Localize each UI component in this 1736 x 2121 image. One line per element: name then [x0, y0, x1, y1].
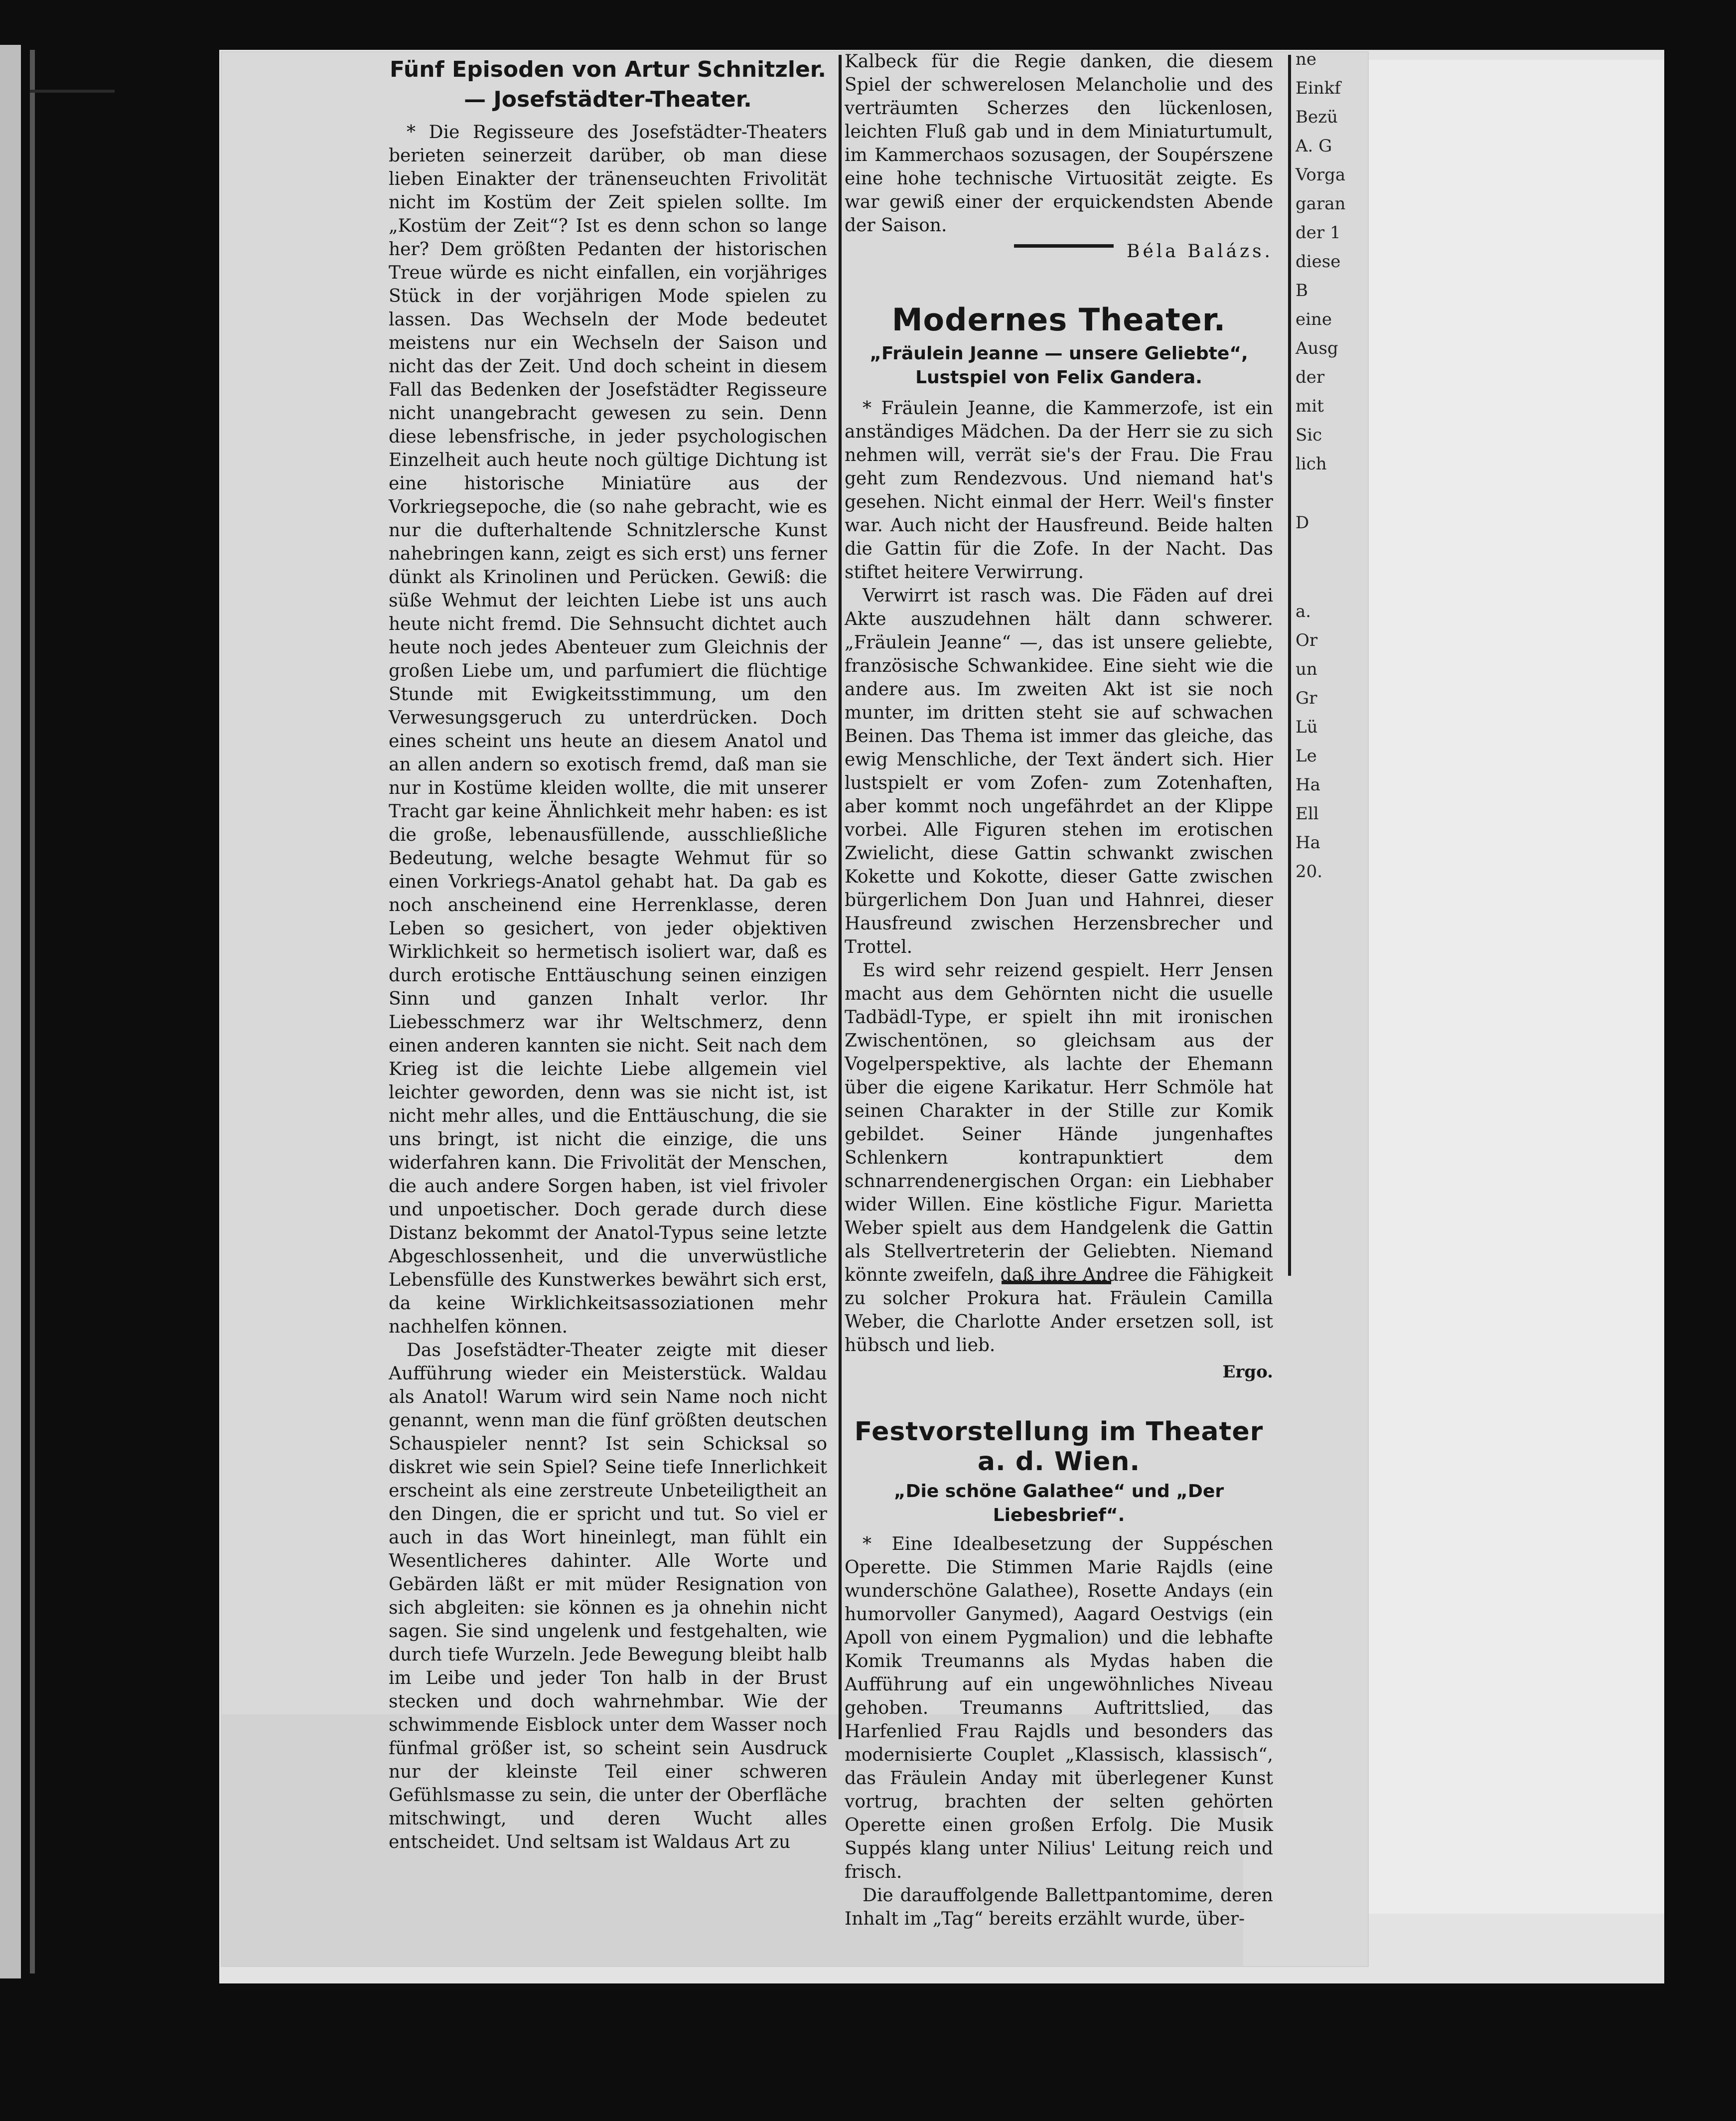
column-fragment-line: Gr: [1296, 688, 1317, 708]
column-fragment-line: der: [1296, 367, 1325, 387]
scan-left-border: [30, 50, 35, 1973]
column-fragment-line: der 1: [1296, 223, 1341, 243]
column-rule-2: [1288, 55, 1291, 1276]
column-fragment-line: B: [1296, 281, 1308, 301]
column-fragment-line: a.: [1296, 602, 1311, 621]
column-fragment-line: A. G: [1296, 136, 1332, 156]
column-1: [389, 55, 827, 1854]
column-fragment-line: un: [1296, 659, 1317, 679]
author-signature-ergo: Ergo.: [1222, 1362, 1273, 1382]
article-continuation: Kalbeck für die Regie danken, die diesem Spiel der schwerelosen Melancholie und des verträumten Scherzes den lückenlosen, leichten Fluß gab und in dem Miniaturtumult, im Kammerchaos sozusagen, der Soupérszene eine hohe technische Virtuosität zeigte. Es war gewiß einer der erquickendsten Abende der Saison.: [845, 51, 1273, 236]
column-fragment-line: garan: [1296, 194, 1346, 214]
column-fragment-line: Ha: [1296, 775, 1320, 795]
column-2: [845, 50, 1273, 1931]
column-fragment-line: eine: [1296, 309, 1332, 329]
column-fragment-line: diese: [1296, 252, 1341, 272]
article-paragraph: * Eine Idealbesetzung der Suppéschen Operette. Die Stimmen Marie Rajdls (eine wunderschöne Galathee), Rosette Andays (ein humorvoller Ganymed), Aagard Oestvigs (ein Apoll von einem Pygmalion) und die lebhafte Komik Treumanns als Mydas haben die Aufführung auf ein ungewöhnliches Niveau gehoben. Treumanns Auftrittslied, das Harfenlied Frau Rajdls und besonders das modernisierte Couplet „Klassisch, klassisch“, das Fräulein Anday mit überlegener Kunst vortrug, brachten der selten gehörten Operette einen großen Erfolg. Die Musik Suppés klang unter Nilius' Leitung reich und frisch.: [845, 1534, 1273, 1882]
adjacent-column-fragments: [1296, 45, 1346, 1256]
column-fragment-line: 20.: [1296, 862, 1323, 882]
article-paragraph: Das Josefstädter-Theater zeigte mit dieser Aufführung wieder ein Meisterstück. Waldau als Anatol! Warum wird sein Name noch nicht genannt, wenn man die fünf größten deutschen Schauspieler nennt? Ist sein Schicksal so diskret wie sein Spiel? Seine tiefe Innerlichkeit erscheint als eine zerstreute Unbeteiligtheit an den Dingen, die er spricht und tut. So viel er auch in das Wort hineinlegt, man fühlt ein Wesentlicheres dahinter. Alle Worte und Gebärden läßt er mit müder Resignation von sich abgleiten: sie können es ja ohnehin nicht sagen. Sie sind ungelenk und festgehalten, wie durch tiefe Wurzeln. Jede Bewegung bleibt halb im Leibe und jeder Ton halb in der Brust stecken und doch wahrnehmbar. Wie der schwimmende Eisblock unter dem Wasser noch fünfmal größer ist, so scheint sein Ausdruck nur der kleinste Teil einer schweren Gefühlsmasse zu sein, die unter der Oberfläche mitschwingt, und deren Wucht alles entscheidet. Und seltsam ist Waldaus Art zu: [389, 1340, 827, 1852]
article-paragraph: Die darauffolgende Ballettpantomime, deren Inhalt im „Tag“ bereits erzählt wurde, über-: [845, 1885, 1273, 1929]
column-fragment-line: ne: [1296, 49, 1317, 69]
author-signature-balazs: Béla Balázs.: [1127, 241, 1273, 262]
column-fragment-line: Ausg: [1296, 338, 1338, 358]
article-paragraph: * Die Regisseure des Josefstädter-Theaters berieten seinerzeit darüber, ob man diese lieben Einakter der tränenseuchten Frivolität nicht im Kostüm der Zeit spielen sollte. Im „Kostüm der Zeit“? Ist es denn schon so lange her? Dem größten Pedanten der historischen Treue würde es nicht einfallen, ein vorjähriges Stück in der vorjährigen Mode spielen zu lassen. Das Wechseln der Mode bedeutet meistens nur ein Wechseln der Saison und nicht das der Zeit. Und doch scheint in diesem Fall das Bedenken der Josefstädter Regisseure nicht unangebracht gewesen zu sein. Denn diese lebensfrische, in jeder psychologischen Einzelheit auch heute noch gültige Dichtung ist eine historische Miniatüre aus der Vorkriegsepoche, die (so nahe gebracht, wie es nur die dufterhaltende Schnitzlersche Kunst nahebringen kann, zeigt es sich erst) uns ferner dünkt als Krinolinen und Perücken. Gewiß: die süße Wehmut der leichten Liebe ist uns auch heute nicht fremd. Die Sehnsucht dichtet auch heute noch jedes Abenteuer zum Gleichnis der großen Liebe um, und parfumiert die flüchtige Stunde mit Ewigkeitsstimmung, um den Verwesungsgeruch zu unterdrücken. Doch eines scheint uns heute an diesem Anatol und an allen andern so exotisch fremd, daß man sie nur in Kostüme kleiden wollte, die mit unserer Tracht gar keine Ähnlichkeit mehr haben: es ist die große, lebenausfüllende, ausschließliche Bedeutung, welche besagte Wehmut für so einen Vorkriegs-Anatol gehabt hat. Da gab es noch anscheinend eine Herrenklasse, deren Leben so gesichert, von jeder objektiven Wirklichkeit so hermetisch isoliert war, daß es durch erotische Enttäuschung seinen einzigen Sinn und ganzen Inhalt verlor. Ihr Liebesschmerz war ihr Weltschmerz, denn einen anderen kannten sie nicht. Seit nach dem Krieg ist die leichte Liebe allgemein viel leichter geworden, denn was sie nicht ist, ist nicht mehr alles, und die Enttäuschung, die sie uns bringt, ist nicht die einzige, die uns widerfahren kann. Die Frivolität der Menschen, die auch andere Sorgen haben, ist viel frivoler und unpoetischer. Doch gerade durch diese Distanz bekommt der Anatol-Typus seine letzte Abgeschlossenheit, und die unverwüstliche Lebensfülle des Kunstwerkes bewährt sich erst, da keine Wirklichkeitsassoziationen mehr nachhelfen können.: [389, 122, 827, 1337]
column-fragment-line: Sic: [1296, 425, 1322, 445]
column-fragment-line: Ell: [1296, 804, 1319, 824]
article-paragraph: Verwirrt ist rasch was. Die Fäden auf drei Akte auszudehnen hält dann schwerer. „Fräulein Jeanne“ —, das ist unsere geliebte, französische Schwankidee. Eine sieht wie die andere aus. Im zweiten Akt ist sie noch munter, im dritten steht sie auf schwachen Beinen. Das Thema ist immer das gleiche, das ewig Menschliche, der Text ändert sich. Hier lustspielt er vom Zofen- zum Zotenhaften, aber kommt noch ungefährdet an der Klippe vorbei. Alle Figuren stehen im erotischen Zwielicht, diese Gattin schwankt zwischen Kokette und Kokotte, dieser Gatte zwischen bürgerlichem Don Juan und Hahnrei, dieser Hausfreund zwischen Herzensbrecher und Trottel.: [845, 586, 1273, 957]
scan-left-edge: [0, 45, 21, 1978]
section-title-modernes-theater: Modernes Theater.: [891, 302, 1226, 338]
article-subtitle-jeanne: „Fräulein Jeanne — unsere Geliebte“, Lustspiel von Felix Gandera.: [869, 343, 1248, 388]
column-fragment-line: Or: [1296, 630, 1318, 650]
mounting-sheet-right: [1320, 60, 1664, 1914]
column-fragment-line: lich: [1296, 454, 1327, 474]
section-title-festvorstellung: Festvorstellung im Theater a. d. Wien.: [854, 1417, 1264, 1477]
column-fragment-line: Vorga: [1296, 165, 1346, 185]
column-fragment-line: Bezü: [1296, 107, 1338, 127]
column-fragment-line: Einkf: [1296, 78, 1341, 98]
column-fragment-line: Ha: [1296, 833, 1320, 853]
column-rule-1: [839, 55, 842, 1739]
column-fragment-line: mit: [1296, 396, 1324, 416]
scan-mark: [30, 90, 115, 93]
article-paragraph: Es wird sehr reizend gespielt. Herr Jensen macht aus dem Gehörnten nicht die usuelle Tadbädl-Type, er spielt ihn mit ironischen Zwischentönen, so gleichsam aus der Vogelperspektive, als lachte der Ehemann über die eigene Karikatur. Herr Schmöle hat seinen Charakter in der Stille zur Komik gebildet. Seiner Hände jungenhaftes Schlenkern kontrapunktiert dem schnarrendenergischen Organ: ein Liebhaber wider Willen. Eine köstliche Figur. Marietta Weber spielt aus dem Handgelenk die Gattin als Stellvertreterin der Geliebten. Niemand könnte zweifeln, daß ihre Andree die Fähigkeit zu solcher Prokura hat. Fräulein Camilla Weber, die Charlotte Ander ersetzen soll, ist hübsch und lieb.: [845, 960, 1273, 1356]
column-fragment-line: Lü: [1296, 717, 1318, 737]
article-headline-schnitzler: Fünf Episoden von Artur Schnitzler. — Josefstädter-Theater.: [390, 57, 826, 112]
article-subtitle-galathee: „Die schöne Galathee“ und „Der Liebesbrief“.: [893, 1481, 1224, 1525]
column-fragment-line: D: [1296, 513, 1309, 533]
article-paragraph: * Fräulein Jeanne, die Kammerzofe, ist ein anständiges Mädchen. Da der Herr sie zu sich nehmen will, verrät sie's der Frau. Die Frau geht zum Rendezvous. Und niemand hat's gesehen. Nicht einmal der Herr. Weil's finster war. Auch nicht der Hausfreund. Beide halten die Gattin für die Zofe. In der Nacht. Das stiftet heitere Verwirrung.: [845, 398, 1273, 583]
column-fragment-line: Le: [1296, 746, 1317, 766]
